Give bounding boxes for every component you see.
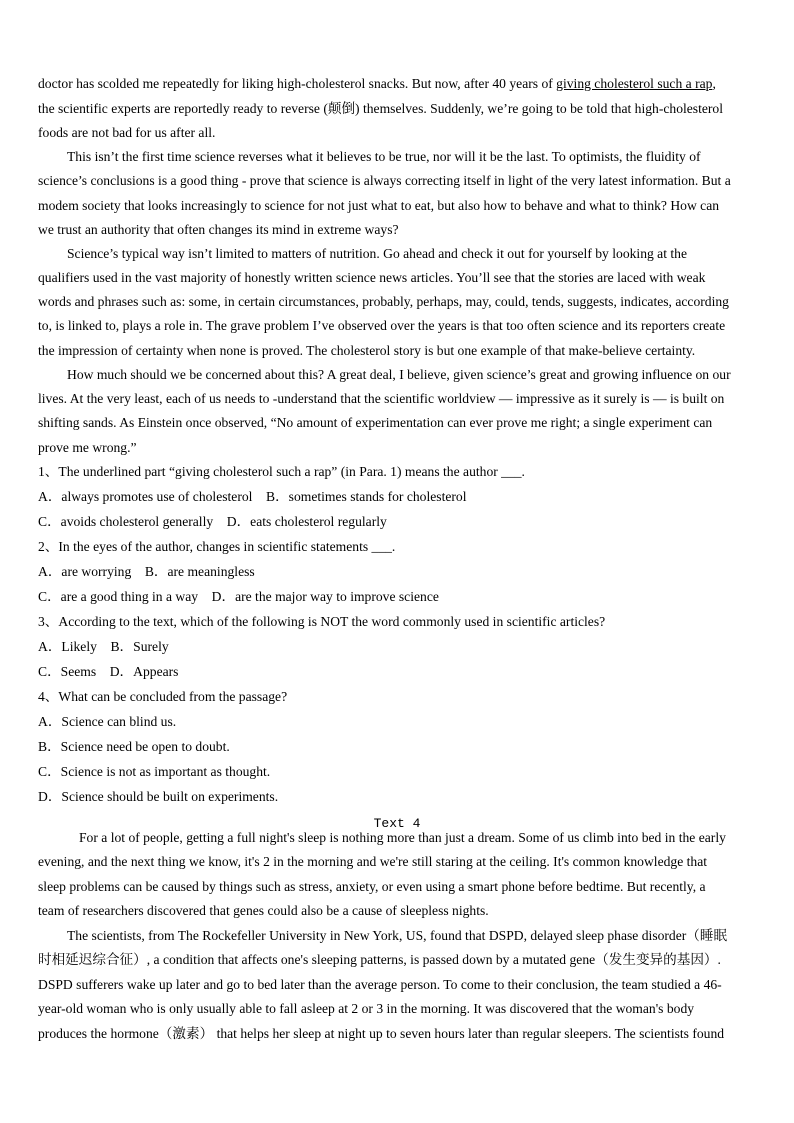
passage-line: year-old woman who is only usually able to fall asleep at 2 or 3 in the morning. It was discovered that the woman's body <box>38 1001 695 1016</box>
underlined-phrase: giving cholesterol such a rap <box>556 76 713 91</box>
passage-line: DSPD sufferers wake up later and go to bed later than the average person. To come to their conclusion, the team studied a 46- <box>38 977 722 992</box>
passage-line: For a lot of people, getting a full night's sleep is nothing more than just a dream. Some of us climb into bed in the early <box>79 830 726 845</box>
passage-line <box>38 76 716 92</box>
answer-option: A．always promotes use of cholesterol B．sometimes stands for cholesterol <box>38 489 467 504</box>
passage-line: foods are not bad for us after all. <box>38 125 216 140</box>
passage-line: words and phrases such as: some, in certain circumstances, probably, perhaps, may, could, tends, suggests, indicates, according <box>38 294 729 309</box>
passage-line: This isn’t the first time science reverses what it believes to be true, nor will it be the last. To optimists, the fluidity of <box>67 149 701 164</box>
question-stem: 1、The underlined part “giving cholesterol such a rap” (in Para. 1) means the author ___. <box>38 464 525 479</box>
passage-line: science’s conclusions is a good thing - prove that science is always correcting itself in light of the very latest information. But a <box>38 173 731 188</box>
section-title-text-4: Text 4 <box>373 816 421 831</box>
passage-line: How much should we be concerned about this? A great deal, I believe, given science’s great and growing influence on our <box>67 367 731 382</box>
answer-option: B．Science need be open to doubt. <box>38 739 230 754</box>
passage-line: modem society that looks increasingly to science for not just what to eat, but also how to behave and what to think? How can <box>38 198 720 213</box>
question-stem: 2、In the eyes of the author, changes in scientific statements ___. <box>38 539 396 554</box>
passage-line: to, is linked to, plays a role in. The grave problem I’ve observed over the years is that too often science and its reporters create <box>38 318 726 333</box>
passage-line: the scientific experts are reportedly ready to reverse (颠倒) themselves. Suddenly, we’re going to be told that high-cholesterol <box>38 101 723 116</box>
answer-option: C．are a good thing in a way D．are the major way to improve science <box>38 589 439 604</box>
answer-option: C．avoids cholesterol generally D．eats cholesterol regularly <box>38 514 387 529</box>
passage-line: we trust an authority that often changes its mind in extreme ways? <box>38 222 399 237</box>
passage-line: the impression of certainty when none is proved. The cholesterol story is but one example of that make-believe certainty. <box>38 343 696 358</box>
answer-option: C．Seems D．Appears <box>38 664 179 679</box>
line-text: doctor has scolded me repeatedly for liking high-cholesterol snacks. But now, after 40 years of <box>38 76 557 91</box>
passage-line: sleep problems can be caused by things such as stress, anxiety, or even using a smart phone before bedtime. But recently, a <box>38 879 706 894</box>
passage-line: shifting sands. As Einstein once observed, “No amount of experimentation can ever prove me right; a single experiment can <box>38 415 713 430</box>
passage-line: produces the hormone（激素） that helps her sleep at night up to seven hours later than regular sleepers. The scientists found <box>38 1026 725 1041</box>
answer-option: C．Science is not as important as thought. <box>38 764 271 779</box>
answer-option: A．Likely B．Surely <box>38 639 169 654</box>
answer-option: A．Science can blind us. <box>38 714 177 729</box>
passage-line: evening, and the next thing we know, it's 2 in the morning and we're still staring at the ceiling. It's common knowledge that <box>38 854 708 869</box>
passage-line: lives. At the very least, each of us needs to -understand that the scientific worldview — impressive as it surely is — is built on <box>38 391 725 406</box>
passage-line: Science’s typical way isn’t limited to matters of nutrition. Go ahead and check it out for yourself by looking at the <box>67 246 688 261</box>
line-text: , <box>712 76 716 91</box>
passage-line: 时相延迟综合征）, a condition that affects one's sleeping patterns, is passed down by a mutated gene（发生变异的基因）. <box>38 952 721 967</box>
passage-line: The scientists, from The Rockefeller University in New York, US, found that DSPD, delayed sleep phase disorder（睡眠 <box>67 928 728 943</box>
question-stem: 3、According to the text, which of the following is NOT the word commonly used in scientific articles? <box>38 614 606 629</box>
passage-line: team of researchers discovered that genes could also be a cause of sleepless nights. <box>38 903 489 918</box>
answer-option: D．Science should be built on experiments. <box>38 789 279 804</box>
passage-line: qualifiers used in the vast majority of honestly written science news articles. You’ll see that the stories are laced with weak <box>38 270 706 285</box>
passage-line: prove me wrong.” <box>38 440 137 455</box>
question-stem: 4、What can be concluded from the passage? <box>38 689 288 704</box>
answer-option: A．are worrying B．are meaningless <box>38 564 255 579</box>
